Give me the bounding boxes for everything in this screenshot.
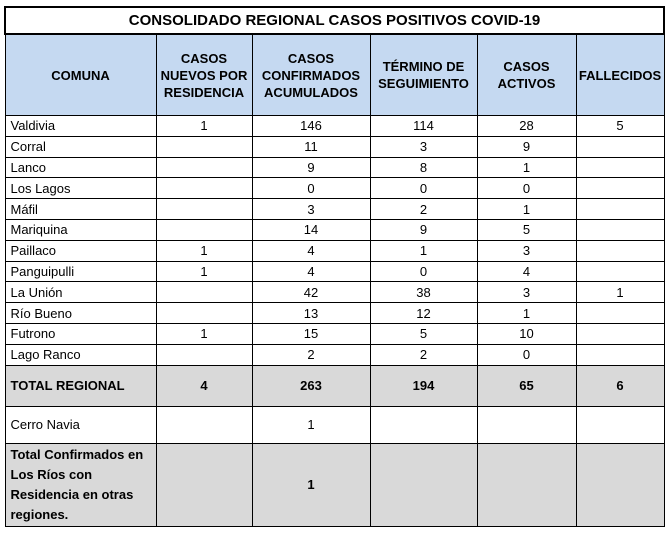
row-termino: 0 [370,178,477,199]
table-row [5,178,664,199]
row-fallecidos [576,344,664,365]
row-comuna: Mariquina [5,219,156,240]
row-termino: 3 [370,136,477,157]
table-title: CONSOLIDADO REGIONAL CASOS POSITIVOS COVID-19 [5,7,664,34]
row-termino: 1 [370,240,477,261]
table-row [5,157,664,178]
row-acumulados: 13 [252,303,370,324]
row-fallecidos: 1 [576,282,664,303]
other-regions-termino [370,443,477,526]
extra-activos [477,406,576,443]
header-casos-activos: CASOS ACTIVOS [477,34,576,116]
row-nuevos [156,136,252,157]
extra-fallecidos [576,406,664,443]
row-termino: 2 [370,199,477,220]
extra-nuevos [156,406,252,443]
row-acumulados: 2 [252,344,370,365]
row-termino: 38 [370,282,477,303]
row-activos: 3 [477,282,576,303]
other-regions-activos [477,443,576,526]
total-termino: 194 [370,365,477,406]
table-row [5,303,664,324]
row-nuevos: 1 [156,240,252,261]
row-fallecidos [576,199,664,220]
row-comuna: Panguipulli [5,261,156,282]
row-comuna: Los Lagos [5,178,156,199]
row-fallecidos [576,157,664,178]
covid-table-container [4,6,665,527]
header-termino-seguimiento: TÉRMINO DE SEGUIMIENTO [370,34,477,116]
row-activos: 0 [477,178,576,199]
table-row [5,199,664,220]
row-termino: 0 [370,261,477,282]
row-acumulados: 4 [252,240,370,261]
row-comuna: Río Bueno [5,303,156,324]
row-comuna: Lago Ranco [5,344,156,365]
row-activos: 3 [477,240,576,261]
row-comuna: Lanco [5,157,156,178]
row-activos: 1 [477,199,576,220]
row-activos: 28 [477,116,576,137]
row-termino: 8 [370,157,477,178]
total-row [5,365,664,406]
table-row [5,240,664,261]
other-regions-nuevos [156,443,252,526]
row-nuevos: 1 [156,116,252,137]
row-acumulados: 42 [252,282,370,303]
row-fallecidos: 5 [576,116,664,137]
row-activos: 1 [477,303,576,324]
extra-row [5,406,664,443]
header-casos-confirmados: CASOS CONFIRMADOS ACUMULADOS [252,34,370,116]
table-row [5,344,664,365]
table-row [5,282,664,303]
row-termino: 114 [370,116,477,137]
extra-comuna: Cerro Navia [5,406,156,443]
row-acumulados: 9 [252,157,370,178]
header-row [5,34,664,116]
row-comuna: Máfil [5,199,156,220]
row-fallecidos [576,178,664,199]
row-termino: 5 [370,323,477,344]
row-activos: 0 [477,344,576,365]
table-row [5,116,664,137]
total-nuevos: 4 [156,365,252,406]
row-comuna: Paillaco [5,240,156,261]
row-activos: 5 [477,219,576,240]
row-termino: 2 [370,344,477,365]
row-acumulados: 0 [252,178,370,199]
other-regions-acumulados: 1 [252,443,370,526]
total-label: TOTAL REGIONAL [5,365,156,406]
row-fallecidos [576,303,664,324]
row-acumulados: 14 [252,219,370,240]
row-fallecidos [576,240,664,261]
row-comuna: La Unión [5,282,156,303]
row-comuna: Corral [5,136,156,157]
row-nuevos: 1 [156,323,252,344]
row-acumulados: 4 [252,261,370,282]
other-regions-row [5,443,664,526]
row-nuevos [156,157,252,178]
row-fallecidos [576,136,664,157]
other-regions-label: Total Confirmados en Los Ríos con Residencia en otras regiones. [5,443,156,526]
table-row [5,323,664,344]
row-activos: 1 [477,157,576,178]
total-activos: 65 [477,365,576,406]
row-fallecidos [576,219,664,240]
row-nuevos [156,282,252,303]
row-acumulados: 15 [252,323,370,344]
row-nuevos [156,344,252,365]
extra-acumulados: 1 [252,406,370,443]
header-comuna: COMUNA [5,34,156,116]
row-acumulados: 11 [252,136,370,157]
row-activos: 4 [477,261,576,282]
row-nuevos: 1 [156,261,252,282]
other-regions-fallecidos [576,443,664,526]
row-nuevos [156,219,252,240]
table-body [5,116,664,366]
header-casos-nuevos: CASOS NUEVOS POR RESIDENCIA [156,34,252,116]
row-activos: 10 [477,323,576,344]
row-activos: 9 [477,136,576,157]
row-acumulados: 146 [252,116,370,137]
table-row [5,261,664,282]
row-comuna: Valdivia [5,116,156,137]
total-acumulados: 263 [252,365,370,406]
row-termino: 9 [370,219,477,240]
row-fallecidos [576,261,664,282]
row-comuna: Futrono [5,323,156,344]
total-fallecidos: 6 [576,365,664,406]
row-termino: 12 [370,303,477,324]
row-nuevos [156,199,252,220]
extra-termino [370,406,477,443]
row-acumulados: 3 [252,199,370,220]
header-fallecidos: FALLECIDOS [576,34,664,116]
row-nuevos [156,178,252,199]
covid-regional-table [4,6,665,527]
table-row [5,219,664,240]
row-nuevos [156,303,252,324]
row-fallecidos [576,323,664,344]
table-row [5,136,664,157]
